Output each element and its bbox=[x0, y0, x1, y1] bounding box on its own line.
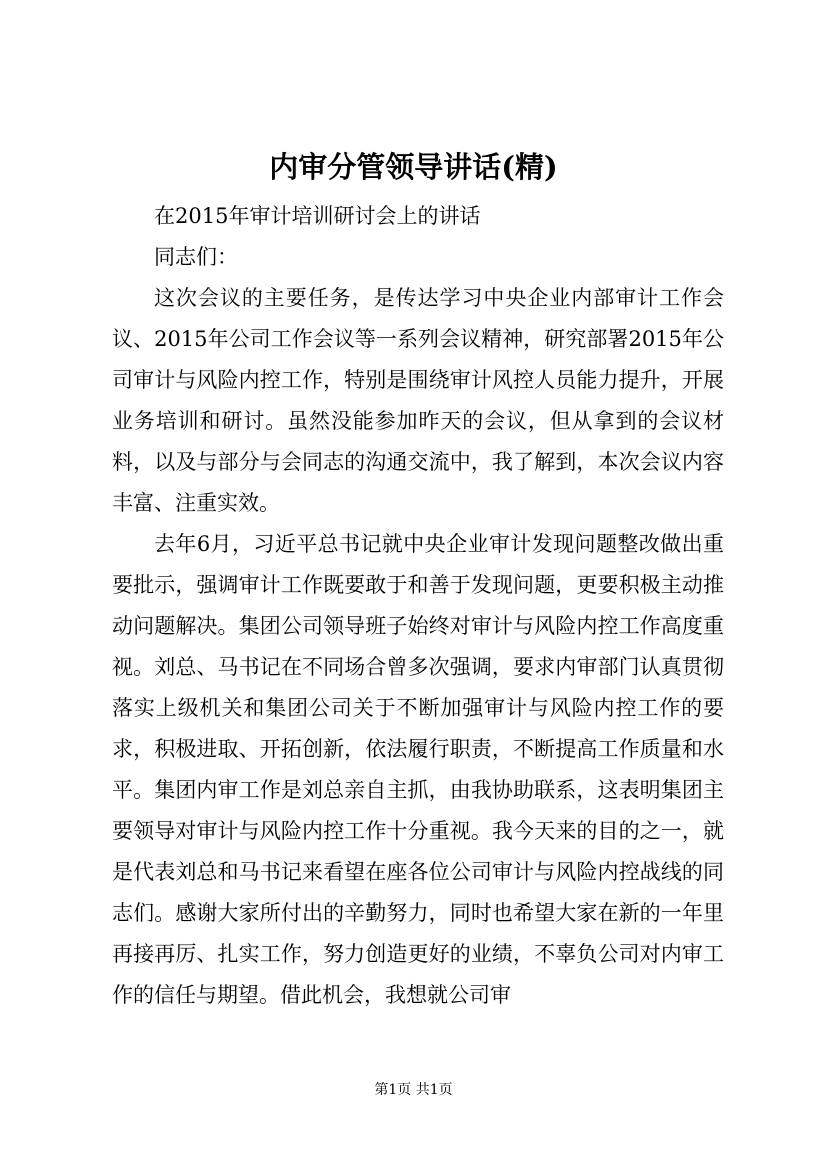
document-body bbox=[112, 196, 724, 1016]
document-title: 内审分管领导讲话(精) bbox=[269, 150, 558, 184]
body-paragraph-2: 去年6月，习近平总书记就中央企业审计发现问题整改做出重要批示，强调审计工作既要敢于和善于发现问题，更要积极主动推动问题解决。集团公司领导班子始终对审计与风险内控工作高度重视。刘总、马书记在不同场合曾多次强调，要求内审部门认真贯彻落实上级机关和集团公司关于不断加强审计与风险内控工作的要求，积极进取、开拓创新，依法履行职责，不断提高工作质量和水平。集团内审工作是刘总亲自主抓，由我协助联系，这表明集团主要领导对审计与风险内控工作十分重视。我今天来的目的之一，就是代表刘总和马书记来看望在座各位公司审计与风险内控战线的同志们。感谢大家所付出的辛勤努力，同时也希望大家在新的一年里再接再厉、扎实工作，努力创造更好的业绩，不辜负公司对内审工作的信任与期望。借此机会，我想就公司审 bbox=[112, 532, 724, 1007]
subtitle-paragraph: 在2015年审计培训研讨会上的讲话 bbox=[154, 204, 481, 228]
salutation-paragraph: 同志们： bbox=[154, 245, 238, 269]
page-footer: 第1页 共1页 bbox=[374, 1082, 453, 1098]
body-paragraph-1: 这次会议的主要任务，是传达学习中央企业内部审计工作会议、2015年公司工作会议等一系列会议精神，研究部署2015年公司审计与风险内控工作，特别是围绕审计风控人员能力提升，开展业务培训和研讨。虽然没能参加昨天的会议，但从拿到的会议材料，以及与部分与会同志的沟通交流中，我了解到，本次会议内容丰富、注重实效。 bbox=[112, 286, 724, 515]
